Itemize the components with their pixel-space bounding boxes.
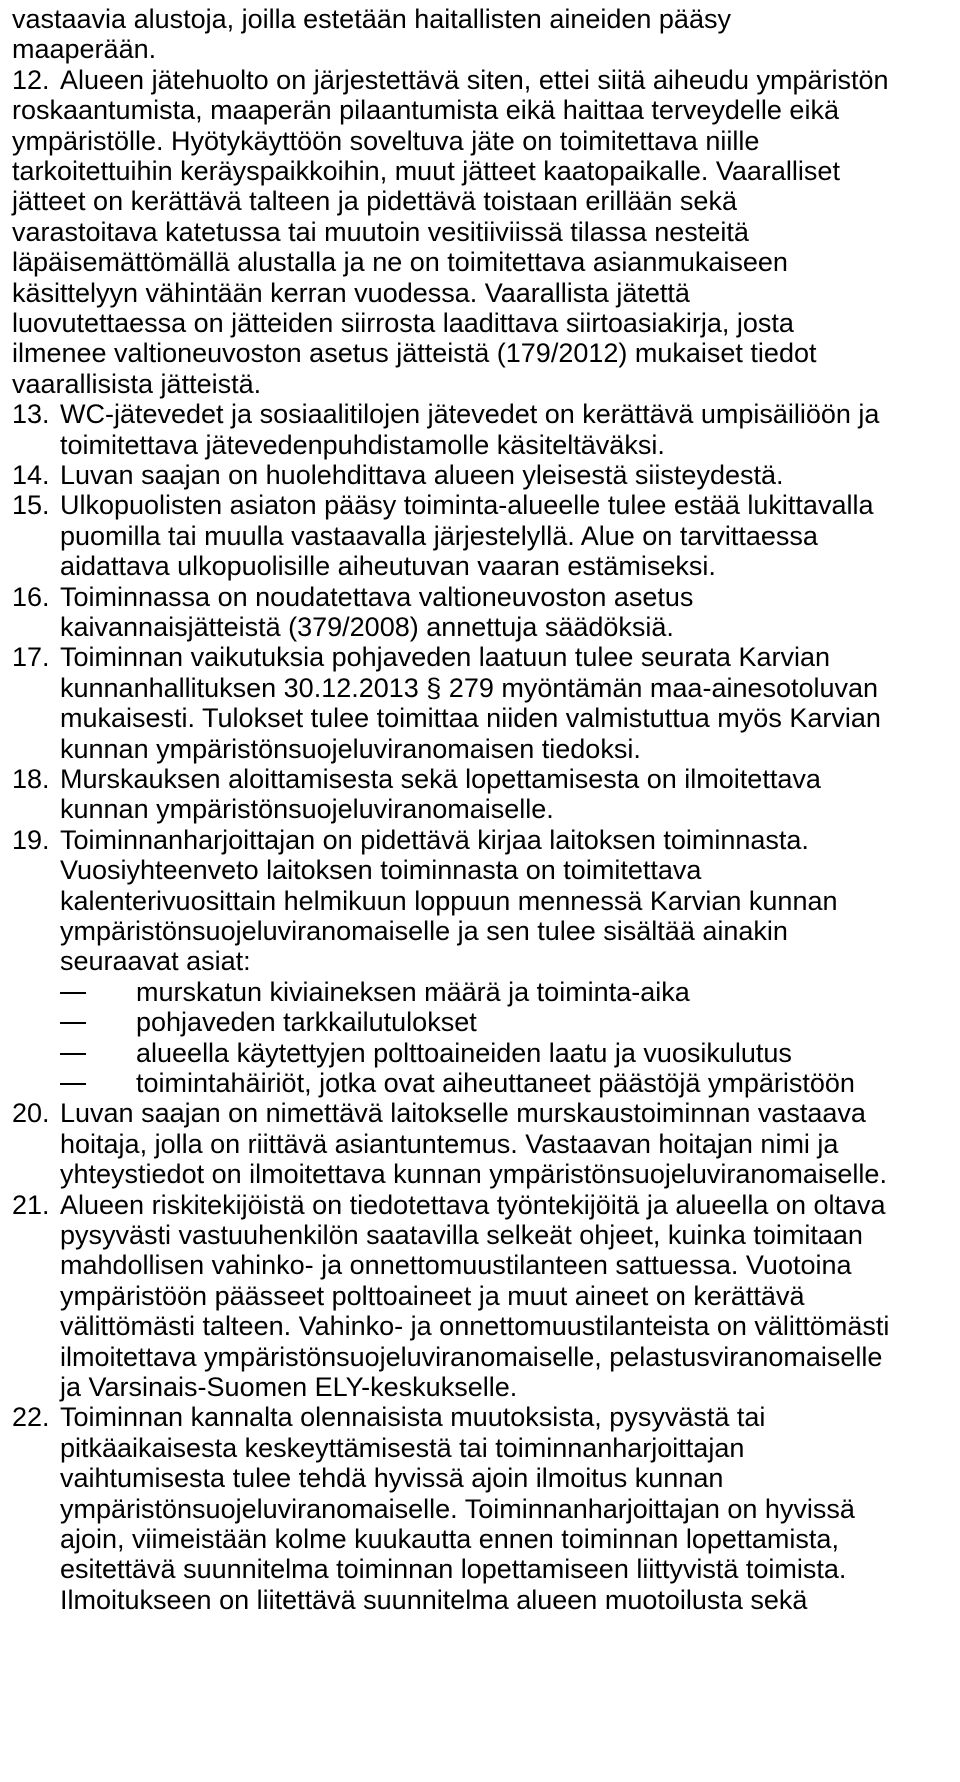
dash-bullet-icon (60, 992, 86, 994)
item-number: 20. (12, 1098, 50, 1129)
paragraph-text: hoitaja, jolla on riittävä asiantuntemus. Vastaavan hoitajan nimi ja (60, 1128, 839, 1159)
item-text: Alueen riskitekijöistä on tiedotettava työntekijöitä ja alueella on oltava (60, 1189, 886, 1220)
paragraph-text: vaarallisista jätteistä. (12, 368, 262, 399)
paragraph-text: ajoin, viimeistään kolme kuukautta ennen toiminnan lopettamista, (60, 1524, 839, 1554)
bullet-text: murskatun kiviaineksen määrä ja toiminta-aika (136, 976, 690, 1007)
item-number: 14. (12, 460, 50, 490)
paragraph-text: vastaavia alustoja, joilla estetään haitallisten aineiden pääsy (12, 4, 731, 34)
paragraph-text: yhteystiedot on ilmoitettava kunnan ympäristönsuojeluviranomaiselle. (60, 1159, 887, 1190)
paragraph-text: Ilmoitukseen on liitettävä suunnitelma alueen muotoilusta sekä (60, 1584, 808, 1615)
item-number: 19. (12, 824, 50, 855)
paragraph-text: ympäristölle. Hyötykäyttöön soveltuva jäte on toimitettava niille (12, 125, 760, 156)
item-text: Ulkopuolisten asiaton pääsy toiminta-alueelle tulee estää lukittavalla (60, 490, 874, 521)
paragraph-text: kalenterivuosittain helmikuun loppuun mennessä Karvian kunnan (60, 885, 838, 916)
item-text: Toiminnassa on noudatettava valtioneuvoston asetus (60, 581, 694, 612)
paragraph-text: mahdollisen vahinko- ja onnettomuustilanteen sattuessa. Vuotoina (60, 1250, 852, 1281)
paragraph-text: kunnanhallituksen 30.12.2013 § 279 myöntämän maa-ainesotoluvan (60, 672, 879, 703)
item-number: 15. (12, 490, 50, 521)
paragraph-text: kunnan ympäristönsuojeluviranomaiselle. (60, 794, 554, 825)
item-number: 16. (12, 581, 50, 612)
paragraph-text: ilmenee valtioneuvoston asetus jätteistä (179/2012) mukaiset tiedot (12, 338, 817, 369)
paragraph-text: läpäisemättömällä alustalla ja ne on toimitettava asianmukaiseen (12, 247, 788, 278)
dash-bullet-icon (60, 1022, 86, 1024)
paragraph-text: maaperään. (12, 34, 157, 65)
item-number: 13. (12, 399, 50, 430)
item-text: Toiminnan kannalta olennaisista muutoksista, pysyvästä tai (60, 1402, 766, 1433)
paragraph-text: ja Varsinais-Suomen ELY-keskukselle. (60, 1372, 518, 1402)
item-text: Luvan saajan on nimettävä laitokselle murskaustoiminnan vastaava (60, 1098, 866, 1129)
bullet-text: toimintahäiriöt, jotka ovat aiheuttaneet päästöjä ympäristöön (136, 1068, 855, 1098)
dash-bullet-icon (60, 1083, 86, 1085)
paragraph-text: pysyvästi vastuuhenkilön saatavilla selkeät ohjeet, kuinka toimitaan (60, 1220, 863, 1250)
paragraph-text: jätteet on kerättävä talteen ja pidettävä toistaan erillään sekä (12, 186, 737, 217)
item-number: 17. (12, 642, 50, 673)
item-text: Murskauksen aloittamisesta sekä lopettamisesta on ilmoitettava (60, 764, 821, 794)
paragraph-text: seuraavat asiat: (60, 946, 251, 977)
paragraph-text: toimitettava jätevedenpuhdistamolle käsiteltäväksi. (60, 429, 665, 460)
paragraph-text: vaihtumisesta tulee tehdä hyvissä ajoin ilmoitus kunnan (60, 1463, 724, 1494)
item-number: 18. (12, 764, 50, 794)
paragraph-text: ympäristönsuojeluviranomaiselle ja sen tulee sisältää ainakin (60, 916, 788, 946)
paragraph-text: kunnan ympäristönsuojeluviranomaisen tiedoksi. (60, 733, 641, 764)
item-text: Alueen jätehuolto on järjestettävä siten, ettei siitä aiheudu ympäristön (60, 64, 889, 95)
dash-bullet-icon (60, 1053, 86, 1055)
paragraph-text: ilmoitettava ympäristönsuojeluviranomaiselle, pelastusviranomaiselle (60, 1341, 883, 1372)
paragraph-text: välittömästi talteen. Vahinko- ja onnettomuustilanteista on välittömästi (60, 1311, 890, 1342)
bullet-text: alueella käytettyjen polttoaineiden laatu ja vuosikulutus (136, 1037, 792, 1068)
paragraph-text: luovutettaessa on jätteiden siirrosta laadittava siirtoasiakirja, josta (12, 308, 794, 338)
bullet-text: pohjaveden tarkkailutulokset (136, 1007, 477, 1038)
paragraph-text: käsittelyyn vähintään kerran vuodessa. Vaarallista jätettä (12, 277, 690, 308)
item-text: Luvan saajan on huolehdittava alueen yleisestä siisteydestä. (60, 460, 784, 490)
item-number: 21. (12, 1189, 50, 1220)
paragraph-text: mukaisesti. Tulokset tulee toimittaa niiden valmistuttua myös Karvian (60, 703, 881, 734)
paragraph-text: aidattava ulkopuolisille aiheutuvan vaaran estämiseksi. (60, 551, 716, 582)
paragraph-text: ympäristöön päässeet polttoaineet ja muut aineet on kerättävä (60, 1280, 805, 1311)
paragraph-text: esitettävä suunnitelma toiminnan lopettamiseen liittyvistä toimista. (60, 1554, 847, 1585)
item-number: 12. (12, 64, 50, 95)
paragraph-text: pitkäaikaisesta keskeyttämisestä tai toiminnanharjoittajan (60, 1432, 745, 1463)
paragraph-text: kaivannaisjätteistä (379/2008) annettuja säädöksiä. (60, 612, 674, 642)
paragraph-text: ympäristönsuojeluviranomaiselle. Toiminnanharjoittajan on hyvissä (60, 1493, 855, 1524)
paragraph-text: varastoitava katetussa tai muutoin vesitiiviissä tilassa nesteitä (12, 216, 749, 247)
paragraph-text: tarkoitettuihin keräyspaikkoihin, muut jätteet kaatopaikalle. Vaaralliset (12, 156, 840, 186)
paragraph-text: Vuosiyhteenveto laitoksen toiminnasta on toimitettava (60, 855, 702, 886)
item-text: WC-jätevedet ja sosiaalitilojen jätevedet on kerättävä umpisäiliöön ja (60, 399, 880, 430)
item-text: Toiminnan vaikutuksia pohjaveden laatuun tulee seurata Karvian (60, 642, 831, 673)
paragraph-text: roskaantumista, maaperän pilaantumista eikä haittaa terveydelle eikä (12, 95, 839, 126)
item-text: Toiminnanharjoittajan on pidettävä kirjaa laitoksen toiminnasta. (60, 824, 809, 855)
paragraph-text: puomilla tai muulla vastaavalla järjestelyllä. Alue on tarvittaessa (60, 520, 818, 551)
item-number: 22. (12, 1402, 50, 1433)
